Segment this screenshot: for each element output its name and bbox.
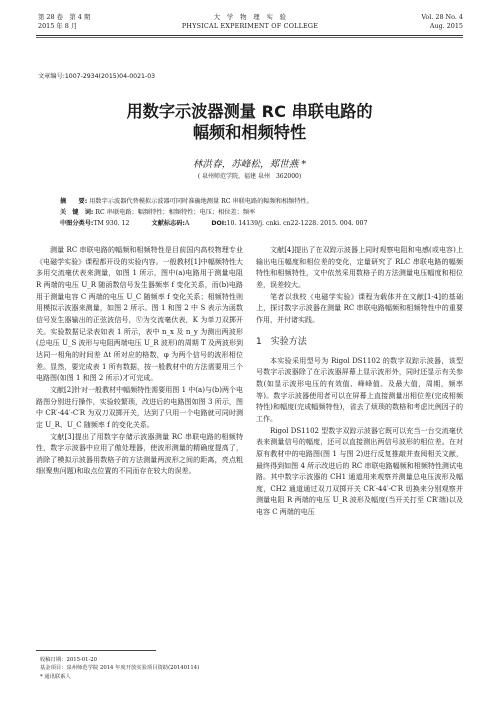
paper-title	[36, 101, 463, 143]
keywords-label: 关 键 词:	[60, 209, 94, 216]
right-column	[256, 245, 463, 519]
abstract	[60, 197, 313, 207]
footnote-fund: 基金项目：泉州师范学院 2014 年度开放实验项目资助(20140114)	[40, 665, 200, 672]
body-paragraph: 测量 RC 串联电路的幅频和相频特性是目前国内高校物理专业《电磁学实验》课程都开设的实验内容。一般教材[1]中幅频特性大多用交流毫伏表来测量，如图 1 所示，图中(a)电路用于测量电阻 R 两端的电压 U_R 随函数信号发生器频率 f 变化关系，而(b)电路用于测量电容 C 两端的电压 U_C 随频率 f 变化关系；相频特性则用模拟示波器来测量，如图 2 所示。图 1 和图 2 中 S 表示为函数信号发生器输出的正弦波信号，Ⓥ为交流毫伏表，K 为单刀双掷开关。实验数据记录表如表 1 所示，表中 n_x 及 n_y 为测出两波形(总电压 U_S 波形与电阻两端电压 U_R 波形)的周期 T 及两波形到达同一相角的时间差 Δt 所对应的格数，φ 为两个信号的波形相位差。显然，要完成表 1 所有数据，按一般教材中的方法需要用三个电路图(如图 1 和图 2 所示)才可完成。	[36, 246, 243, 383]
header-volume-cn: 第 28 卷 第 4 期	[38, 13, 91, 21]
body-paragraph: 本实验采用型号为 Rigol DS1102 的数字双踪示波器，该型号数字示波器除了在示波器屏幕上显示波形外，同时还显示有关参数(如显示波形电压的有效值、峰峰值、及最大值，周期，频率等)。数字示波器使用者可以在屏幕上直接测量出相位差(完成相频特性)和幅度(完成幅频特性)，省去了烦琐的数格和考虑比例因子的工作。	[256, 356, 463, 423]
section-heading: 1 实验方法	[256, 336, 307, 347]
authors: 林洪春，苏峰松，郑世燕 *	[192, 159, 307, 170]
doi	[211, 219, 367, 229]
classification-row	[60, 219, 440, 229]
header-journal-en: PHYSICAL EXPERIMENT OF COLLEGE	[181, 22, 319, 30]
keywords	[60, 208, 255, 218]
body-paragraph: Rigol DS1102 型数字双踪示波器它既可以充当一台交流毫伏表来测量信号的幅度，还可以直接测出两信号波形的相位差。在对原有教材中的电路图(图 1 与图 2)进行反复推敲并查阅相关文献，最终得到如图 4 所示改进后的 RC 串联电路幅频和相频特性测试电路。其中数字示波器的 CH1 通道用来观察并测量总电压波形及幅度，CH2 通道通过双刀双掷开关 CR′-44′-C′R 切换来分别观察并测量电阻 R 两端的电压 U_R 波形及幅度(当开关打至 CR′端)以及电容 C 两端的电压	[256, 426, 463, 517]
affiliation: ( 泉州师范学院，福建 泉州 362000)	[197, 173, 302, 180]
header-journal	[130, 13, 370, 31]
paper-title-line2: 幅频和相频特性	[192, 123, 307, 142]
clc-number	[60, 219, 129, 229]
doi-label: DOI:	[211, 220, 227, 227]
doc-code-label: 文献标志码:	[151, 220, 185, 227]
body-paragraph: 文献[3]提出了用数字存储示波器测量 RC 串联电路的相频特性，数字示波器中应用了傲处理器，使波形测量的精确度提高了，消除了模拟示波器用数格子的方法测量两波形之间的距离，亮点粗细(聚焦问题)和取点位置的不同而存在较大的误差。	[36, 432, 243, 476]
body-paragraph: 笔者以我校《电磁学实验》课程为载体并在文献[1-4]的基础上，探讨数字示波器在测量 RC 串联电路幅频和相频特性中的重要作用，并付诸实践。	[256, 292, 463, 324]
clc-value: TM 930. 12	[93, 220, 130, 227]
header-journal-cn: 大 学 物 理 实 验	[213, 13, 287, 21]
abstract-text: 用数字示波器代替模拟示波器可同时准确地测量 RC 串联电路的幅频和相频特性。	[89, 198, 313, 205]
doi-value: 10. 14139/j. cnki. cn22-1228. 2015. 004. 007	[226, 220, 368, 227]
document-code	[151, 219, 189, 229]
header-rule-thin	[36, 37, 463, 38]
header-date-cn: 2015 年 8 月	[38, 22, 78, 30]
doc-code-value: A	[184, 220, 190, 227]
footnote	[40, 656, 199, 681]
paper-title-line1: 用数字示波器测量 RC 串联电路的	[126, 102, 373, 121]
header-date-en: Aug. 2015	[429, 22, 463, 30]
article-number: 文章编号:1007-2934(2015)04-0021-03	[38, 73, 156, 80]
left-column	[36, 245, 243, 478]
body-paragraph: 文献[4]提出了在双踪示波器上同时观察电阻和电感(或电容)上输出电压幅度和相位差的变化，定量研究了 RLC 串联电路的幅频特性和相频特性，文中依然采用数格子的方法测量电压幅度和相位差，误差较大。	[256, 246, 463, 289]
keywords-text: RC 串联电路；幅频特性；相频特性；电压；相位差；频率	[95, 209, 256, 216]
footnote-received: 收稿日期：2015-01-20	[40, 657, 98, 663]
abstract-label: 摘 要:	[60, 198, 88, 205]
footnote-rule	[36, 650, 156, 651]
footnote-corresponding: * 通讯联系人	[40, 673, 71, 680]
header-volume-en-info	[421, 13, 463, 31]
header-volume-en: Vol. 28 No. 4	[421, 13, 463, 21]
header-rule	[36, 35, 463, 36]
body-paragraph: 文献[2]针对一般教材中幅频特性需要用图 1 中(a)与(b)两个电路图分别进行操作，实验较繁琐，改进后的电路图如图 3 所示，图中 CR′-44′-C′R 为双刀双掷开关，达到了只用一个电路就可同时测定 U_R、U_C 随频率 f 的变化关系。	[36, 385, 243, 429]
clc-label: 中图分类号:	[60, 220, 94, 227]
header-volume-info	[38, 13, 90, 31]
